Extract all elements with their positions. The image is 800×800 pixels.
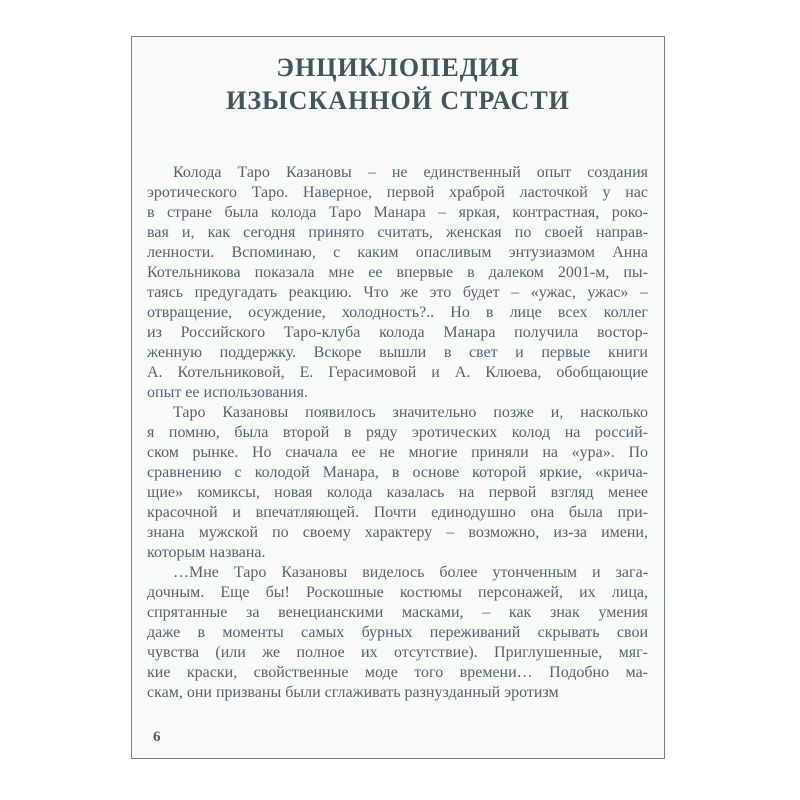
text-line: ленности. Вспоминаю, с каким опасливым энтузиазмом Анна [147,244,648,261]
text-line: опыт ее использования. [147,384,308,401]
text-line: знана мужской по своему характеру – возможно, из-за имени, [147,524,648,541]
text-line: кие краски, свойственные моде того времени… Подобно ма- [147,664,648,681]
text-line: Котельникова показала мне ее впервые в далеком 2001-м, пы- [147,264,648,281]
page-frame [131,36,665,759]
text-line: эротического Таро. Наверное, первой храброй ласточкой у нас [147,184,648,201]
text-line: из Российского Таро-клуба колода Манара получила востор- [147,324,648,341]
text-line: которым названа. [147,544,266,561]
text-line: Таро Казановы появилось значительно позже и, насколько [173,404,648,421]
text-line: я помню, была второй в ряду эротических колод на россий- [147,424,648,441]
text-line: чувства (или же полное их отсутствие). Приглушенные, мяг- [147,644,648,661]
page-number: 6 [153,729,161,745]
text-line: женную поддержку. Вскоре вышли в свет и первые книги [147,344,648,361]
text-line: спрятанные за венецианскими масками, – как знак умения [147,604,648,621]
text-line: щие» комиксы, новая колода казалась на первой взгляд менее [147,484,648,501]
text-line: дочным. Еще бы! Роскошные костюмы персонажей, их лица, [147,584,648,601]
page-title-line-1: ЭНЦИКЛОПЕДИЯ [276,53,520,82]
text-line: сравнению с колодой Манара, в основе которой яркие, «крича- [147,464,648,481]
page-title-line-2: ИЗЫСКАННОЙ СТРАСТИ [226,86,570,115]
text-line: ском рынке. Но сначала ее не многие приняли на «ура». По [147,444,648,461]
text-line: даже в моменты самых бурных переживаний скрывать свои [147,624,648,641]
text-line: …Мне Таро Казановы виделось более утонченным и зага- [173,564,648,581]
text-line: таясь предугадать реакцию. Что же это будет – «ужас, ужас» – [147,284,648,301]
text-line: скам, они призваны были сглаживать разнузданный эротизм [147,684,559,701]
body-text [147,163,648,703]
text-line: Колода Таро Казановы – не единственный опыт создания [173,164,648,181]
text-line: вая и, как сегодня принято считать, женская по своей направ- [147,224,648,241]
page-title [142,51,654,117]
text-line: отвращение, осуждение, холодность?.. Но в лице всех коллег [147,304,648,321]
text-line: красочной и впечатляющей. Почти единодушно она была при- [147,504,648,521]
text-line: А. Котельниковой, Е. Герасимовой и А. Клюева, обобщающие [147,364,648,381]
text-line: в стране была колода Таро Манара – яркая, контрастная, роко- [147,204,648,221]
